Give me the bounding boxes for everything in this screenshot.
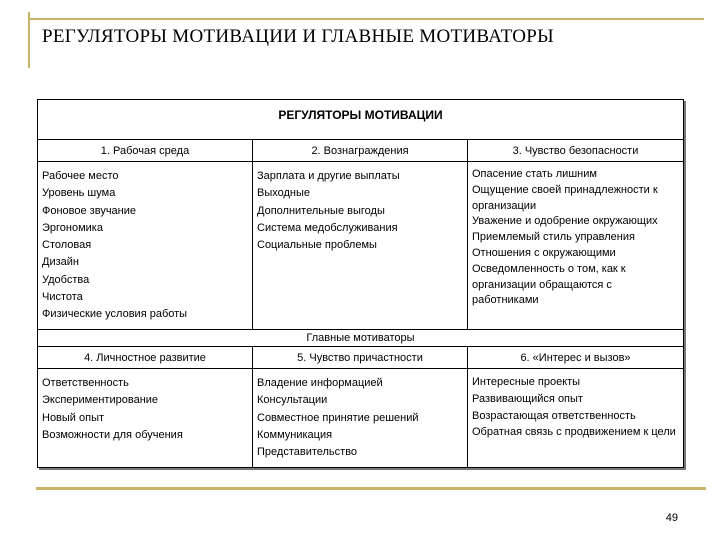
rewards-list bbox=[253, 162, 468, 329]
column-header-rewards: 2. Вознаграждения bbox=[253, 140, 468, 162]
interest-challenge-list bbox=[468, 369, 683, 467]
column-header-personal-development: 4. Личностное развитие bbox=[38, 347, 253, 369]
slide-title: РЕГУЛЯТОРЫ МОТИВАЦИИ И ГЛАВНЫЕ МОТИВАТОРЫ bbox=[42, 26, 554, 47]
list-item: Новый опыт bbox=[42, 411, 105, 424]
regulators-table bbox=[37, 99, 684, 468]
list-item: Выходные bbox=[257, 187, 311, 200]
list-item: Консультации bbox=[257, 394, 328, 407]
list-item: Возрастающая ответственность bbox=[472, 410, 636, 422]
list-item: Экспериментирование bbox=[42, 394, 159, 407]
column-header-interest-challenge: 6. «Интерес и вызов» bbox=[468, 347, 683, 369]
motivators-header: Главные мотиваторы bbox=[38, 329, 683, 347]
list-item: Физические условия работы bbox=[42, 308, 188, 321]
list-item: Уровень шума bbox=[42, 187, 116, 200]
list-item: Дополнительные выгоды bbox=[257, 204, 385, 217]
list-item: Уважение и одобрение окружающих bbox=[472, 215, 658, 228]
list-item: Удобства bbox=[42, 273, 90, 286]
list-item: Опасение стать лишним bbox=[472, 168, 597, 180]
list-item: Ответственность bbox=[42, 377, 129, 389]
list-item: Осведомленность о том, как к организации обращаются с работниками bbox=[472, 262, 626, 307]
list-item: Ощущение своей принадлежности к организации bbox=[472, 183, 658, 212]
list-item: Система медобслуживания bbox=[257, 221, 398, 234]
column-header-belonging: 5. Чувство причастности bbox=[253, 347, 468, 369]
column-header-security: 3. Чувство безопасности bbox=[468, 140, 683, 162]
list-item: Обратная связь с продвижением к цели bbox=[472, 426, 676, 438]
list-item: Дизайн bbox=[42, 256, 79, 269]
list-item: Отношения с окружающими bbox=[472, 246, 616, 259]
column-header-work-environment: 1. Рабочая среда bbox=[38, 140, 253, 162]
personal-development-list bbox=[38, 369, 253, 467]
list-item: Чистота bbox=[42, 291, 83, 304]
list-item: Возможности для обучения bbox=[42, 428, 183, 441]
work-environment-list bbox=[38, 162, 253, 329]
list-item: Эргономика bbox=[42, 221, 103, 234]
list-item: Коммуникация bbox=[257, 428, 333, 441]
title-accent-vertical-rule bbox=[28, 12, 30, 68]
list-item: Совместное принятие решений bbox=[257, 411, 419, 424]
table-main-header: РЕГУЛЯТОРЫ МОТИВАЦИИ bbox=[38, 100, 683, 140]
list-item: Владение информацией bbox=[257, 377, 383, 389]
list-item: Зарплата и другие выплаты bbox=[257, 170, 400, 182]
list-item: Социальные проблемы bbox=[257, 239, 377, 252]
security-list bbox=[468, 162, 683, 329]
list-item: Приемлемый стиль управления bbox=[472, 231, 635, 244]
page-number: 49 bbox=[665, 512, 678, 524]
list-item: Представительство bbox=[257, 446, 358, 459]
list-item: Столовая bbox=[42, 239, 92, 252]
footer-accent-rule bbox=[36, 487, 706, 490]
list-item: Рабочее место bbox=[42, 170, 119, 182]
list-item: Развивающийся опыт bbox=[472, 393, 583, 405]
belonging-list bbox=[253, 369, 468, 467]
title-accent-horizontal-rule bbox=[28, 18, 704, 20]
list-item: Интересные проекты bbox=[472, 376, 581, 388]
list-item: Фоновое звучание bbox=[42, 204, 137, 217]
